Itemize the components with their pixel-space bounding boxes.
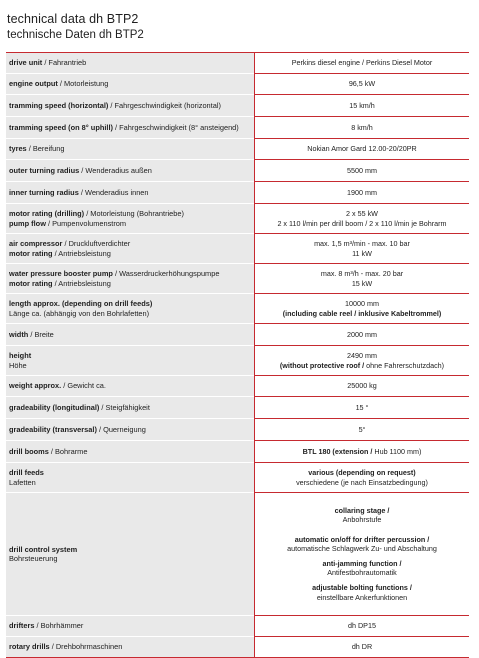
row-label: gradeability (transversal) / Querneigung (6, 419, 254, 440)
row-label: tyres / Bereifung (6, 139, 254, 159)
row-value: max. 1,5 m³/min - max. 10 bar 11 kW (254, 233, 469, 263)
table-row (6, 116, 469, 138)
row-value: max. 8 m³/h - max. 20 bar 15 kW (254, 263, 469, 293)
table-row (6, 263, 469, 293)
row-label: drill booms / Bohrarme (6, 441, 254, 462)
table-row (6, 323, 469, 345)
row-value: 15 ° (254, 396, 469, 418)
row-label: engine output / Motorleistung (6, 74, 254, 94)
table-row (6, 396, 469, 418)
row-label: length approx. (depending on drill feeds) Länge ca. (abhängig von den Bohrlafetten) (6, 294, 254, 323)
row-value: 2 x 55 kW 2 x 110 l/min per drill boom / 2 x 110 l/min je Bohrarm (254, 203, 469, 233)
spec-table (6, 52, 469, 658)
row-label: outer turning radius / Wenderadius außen (6, 160, 254, 181)
row-value (254, 492, 469, 615)
table-row (6, 492, 469, 615)
row-value: 2490 mm (without protective roof / ohne Fahrerschutzdach) (254, 345, 469, 375)
row-value: Perkins diesel engine / Perkins Diesel Motor (254, 53, 469, 73)
feature-auto-percussion: automatic on/off for drifter percussion / automatische Schlagwerk Zu- und Abschaltung (287, 534, 437, 553)
row-label: inner turning radius / Wenderadius innen (6, 182, 254, 203)
table-row (6, 636, 469, 657)
table-row (6, 159, 469, 181)
row-label: rotary drills / Drehbohrmaschinen (6, 637, 254, 657)
row-value: 15 km/h (254, 94, 469, 116)
table-row (6, 233, 469, 263)
row-value: 5500 mm (254, 159, 469, 181)
page-subtitle: technische Daten dh BTP2 (7, 29, 144, 41)
feature-collaring: collaring stage / Anbohrstufe (334, 506, 390, 525)
row-label: gradeability (longitudinal) / Steigfähigkeit (6, 397, 254, 418)
row-value: dh DP15 (254, 615, 469, 636)
row-value: BTL 180 (extension / Hub 1100 mm) (254, 440, 469, 462)
table-row (6, 94, 469, 116)
row-value: 2000 mm (254, 323, 469, 345)
table-row (6, 418, 469, 440)
row-value: dh DR (254, 636, 469, 657)
row-value: various (depending on request) verschiedene (je nach Einsatzbedingung) (254, 462, 469, 492)
row-value: 8 km/h (254, 116, 469, 138)
row-value: 96,5 kW (254, 73, 469, 94)
feature-bolting: adjustable bolting functions / einstellbare Ankerfunktionen (312, 583, 412, 602)
row-label: motor rating (drilling) / Motorleistung (Bohrantriebe) pump flow / Pumpenvolumenstrom (6, 204, 254, 233)
table-row (6, 375, 469, 396)
table-row (6, 73, 469, 94)
table-row (6, 53, 469, 73)
row-label: drifters / Bohrhämmer (6, 616, 254, 636)
row-label: weight approx. / Gewicht ca. (6, 376, 254, 396)
table-row (6, 293, 469, 323)
page-title: technical data dh BTP2 (7, 12, 139, 26)
table-row (6, 615, 469, 636)
row-value: 10000 mm (including cable reel / inklusive Kabeltrommel) (254, 293, 469, 323)
table-row (6, 345, 469, 375)
table-row (6, 203, 469, 233)
row-label: air compressor / Druckluftverdichter motor rating / Antriebsleistung (6, 234, 254, 263)
row-label: drive unit / Fahrantrieb (6, 53, 254, 73)
table-row (6, 462, 469, 492)
row-label: height Höhe (6, 346, 254, 375)
row-value: Nokian Amor Gard 12.00-20/20PR (254, 138, 469, 159)
row-label: width / Breite (6, 324, 254, 345)
row-label: drill control system Bohrsteuerung (6, 493, 254, 615)
table-row (6, 440, 469, 462)
row-value: 5° (254, 418, 469, 440)
row-label: tramming speed (on 8° uphill) / Fahrgeschwindigkeit (8° ansteigend) (6, 117, 254, 138)
row-label: drill feeds Lafetten (6, 463, 254, 492)
row-value: 25000 kg (254, 375, 469, 396)
row-value: 1900 mm (254, 181, 469, 203)
table-row (6, 138, 469, 159)
row-label: water pressure booster pump / Wasserdruckerhöhungspumpe motor rating / Antriebsleistung (6, 264, 254, 293)
row-label: tramming speed (horizontal) / Fahrgeschwindigkeit (horizontal) (6, 95, 254, 116)
feature-anti-jamming: anti-jamming function / Antifestbohrautomatik (322, 559, 402, 578)
table-row (6, 181, 469, 203)
